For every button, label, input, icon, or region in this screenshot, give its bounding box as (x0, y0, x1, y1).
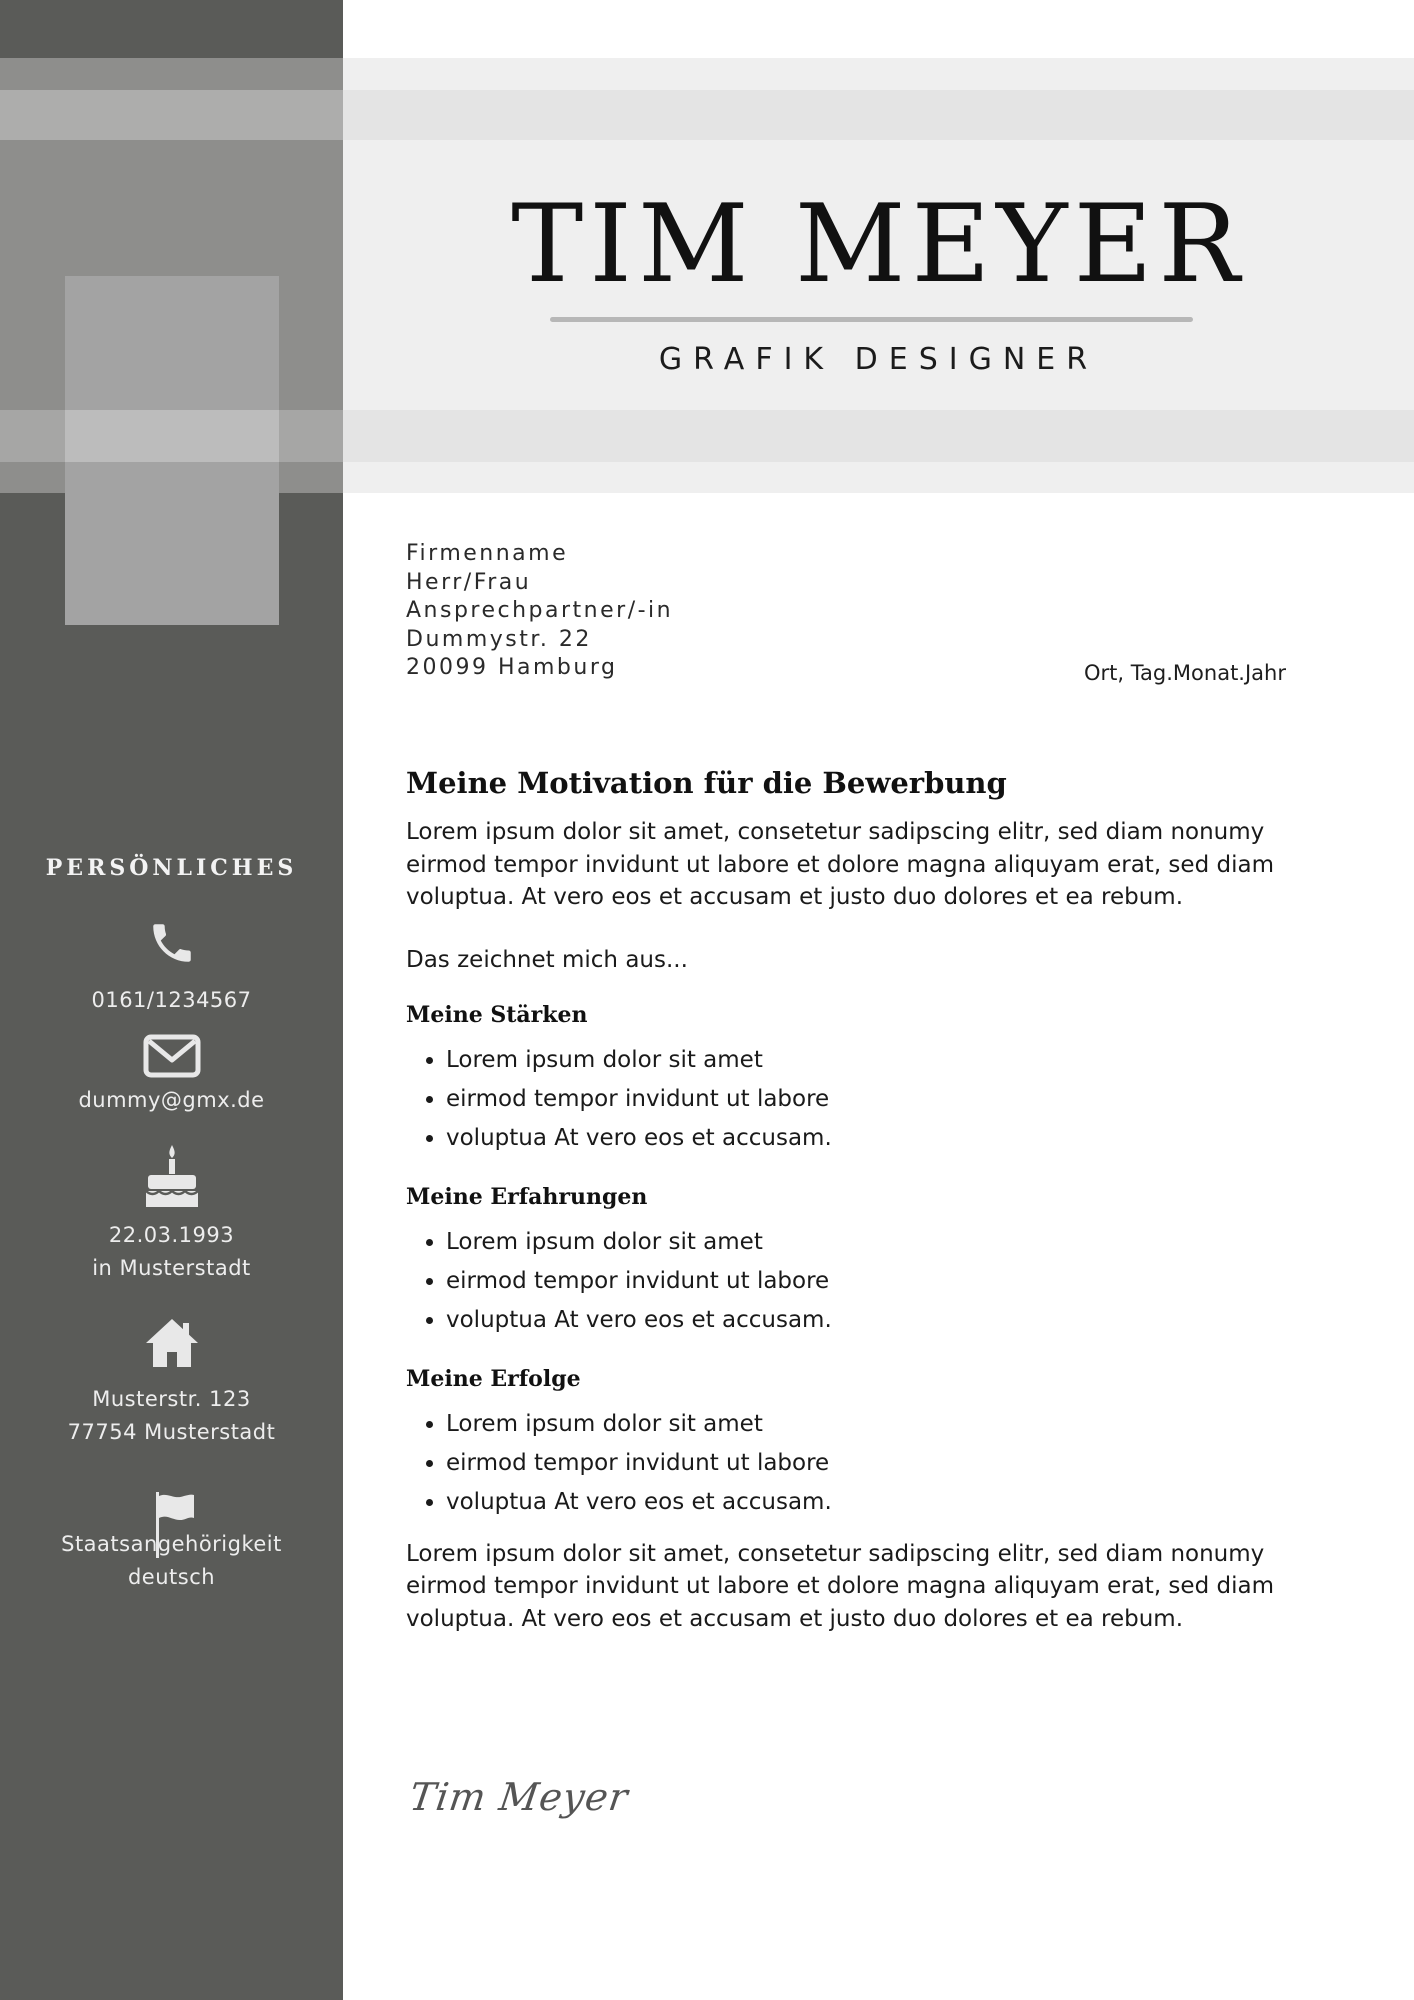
letter-subject: Meine Motivation für die Bewerbung (406, 766, 1007, 800)
achievements-list (406, 1405, 1306, 1522)
section-title-achievements: Meine Erfolge (406, 1365, 581, 1392)
list-item: • eirmod tempor invidunt ut labore (446, 1080, 1306, 1119)
phone-entry (0, 918, 343, 1017)
sidebar (0, 0, 343, 2000)
job-title: GRAFIK DESIGNER (658, 342, 1099, 377)
recipient-company: Firmenname (406, 541, 569, 566)
email-entry (0, 1034, 343, 1117)
section-title-experience: Meine Erfahrungen (406, 1183, 648, 1210)
letter-date: Ort, Tag.Monat.Jahr (1083, 661, 1286, 685)
home-icon (144, 1317, 200, 1369)
applicant-name: TIM MEYER (511, 182, 1246, 307)
closing-paragraph: Lorem ipsum dolor sit amet, consetetur sadipscing elitr, sed diam nonumy eirmod tempor invidunt ut labore et dolore magna aliquyam erat, sed diam voluptua. At vero eos et accusam et justo duo dolores et ea rebum. (406, 1540, 1274, 1632)
birthday-entry (0, 1143, 343, 1285)
header-stripe-top (343, 90, 1414, 140)
section-title-strengths: Meine Stärken (406, 1001, 588, 1028)
recipient-address (406, 540, 673, 683)
header-stripe-bottom (343, 410, 1414, 462)
list-item: • eirmod tempor invidunt ut labore (446, 1444, 1306, 1483)
letter-content (406, 760, 1306, 1635)
home-street: Musterstr. 123 (92, 1387, 251, 1411)
list-item: • Lorem ipsum dolor sit amet (446, 1041, 1306, 1080)
nationality-value: deutsch (127, 1565, 216, 1589)
home-city: 77754 Musterstadt (67, 1420, 276, 1444)
name-underline (550, 317, 1193, 322)
strengths-intro: Das zeichnet mich aus... (406, 946, 688, 973)
list-item: • voluptua At vero eos et accusam. (446, 1301, 1306, 1340)
phone-number: 0161/1234567 (91, 988, 252, 1012)
sidebar-stripe-top (0, 90, 343, 140)
nationality-entry (0, 1490, 343, 1594)
signature: Tim Meyer (406, 1775, 632, 1819)
list-item: • Lorem ipsum dolor sit amet (446, 1223, 1306, 1262)
phone-icon (147, 918, 197, 968)
recipient-salutation: Herr/Frau (406, 569, 532, 595)
address-entry (0, 1317, 343, 1449)
birthday-cake-icon (144, 1143, 200, 1209)
list-item: • Lorem ipsum dolor sit amet (446, 1405, 1306, 1444)
photo-stripe-overlay (65, 410, 279, 462)
birth-date: 22.03.1993 (108, 1223, 235, 1247)
recipient-contact: Ansprechpartner/-in (406, 598, 674, 623)
recipient-city: 20099 Hamburg (406, 655, 618, 680)
list-item: • voluptua At vero eos et accusam. (446, 1483, 1306, 1522)
experience-list (406, 1223, 1306, 1340)
birth-place: in Musterstadt (92, 1256, 251, 1280)
list-item: • voluptua At vero eos et accusam. (446, 1119, 1306, 1158)
nationality-label: Staatsangehörigkeit (61, 1532, 282, 1556)
opening-paragraph: Lorem ipsum dolor sit amet, consetetur sadipscing elitr, sed diam nonumy eirmod tempor invidunt ut labore et dolore magna aliquyam erat, sed diam voluptua. At vero eos et accusam et justo duo dolores et ea rebum. (406, 819, 1274, 910)
email-address: dummy@gmx.de (78, 1088, 265, 1112)
personal-section-title: PERSÖNLICHES (45, 855, 298, 881)
list-item: • eirmod tempor invidunt ut labore (446, 1262, 1306, 1301)
recipient-street: Dummystr. 22 (406, 626, 592, 652)
strengths-list (406, 1041, 1306, 1158)
mail-icon (143, 1034, 201, 1078)
